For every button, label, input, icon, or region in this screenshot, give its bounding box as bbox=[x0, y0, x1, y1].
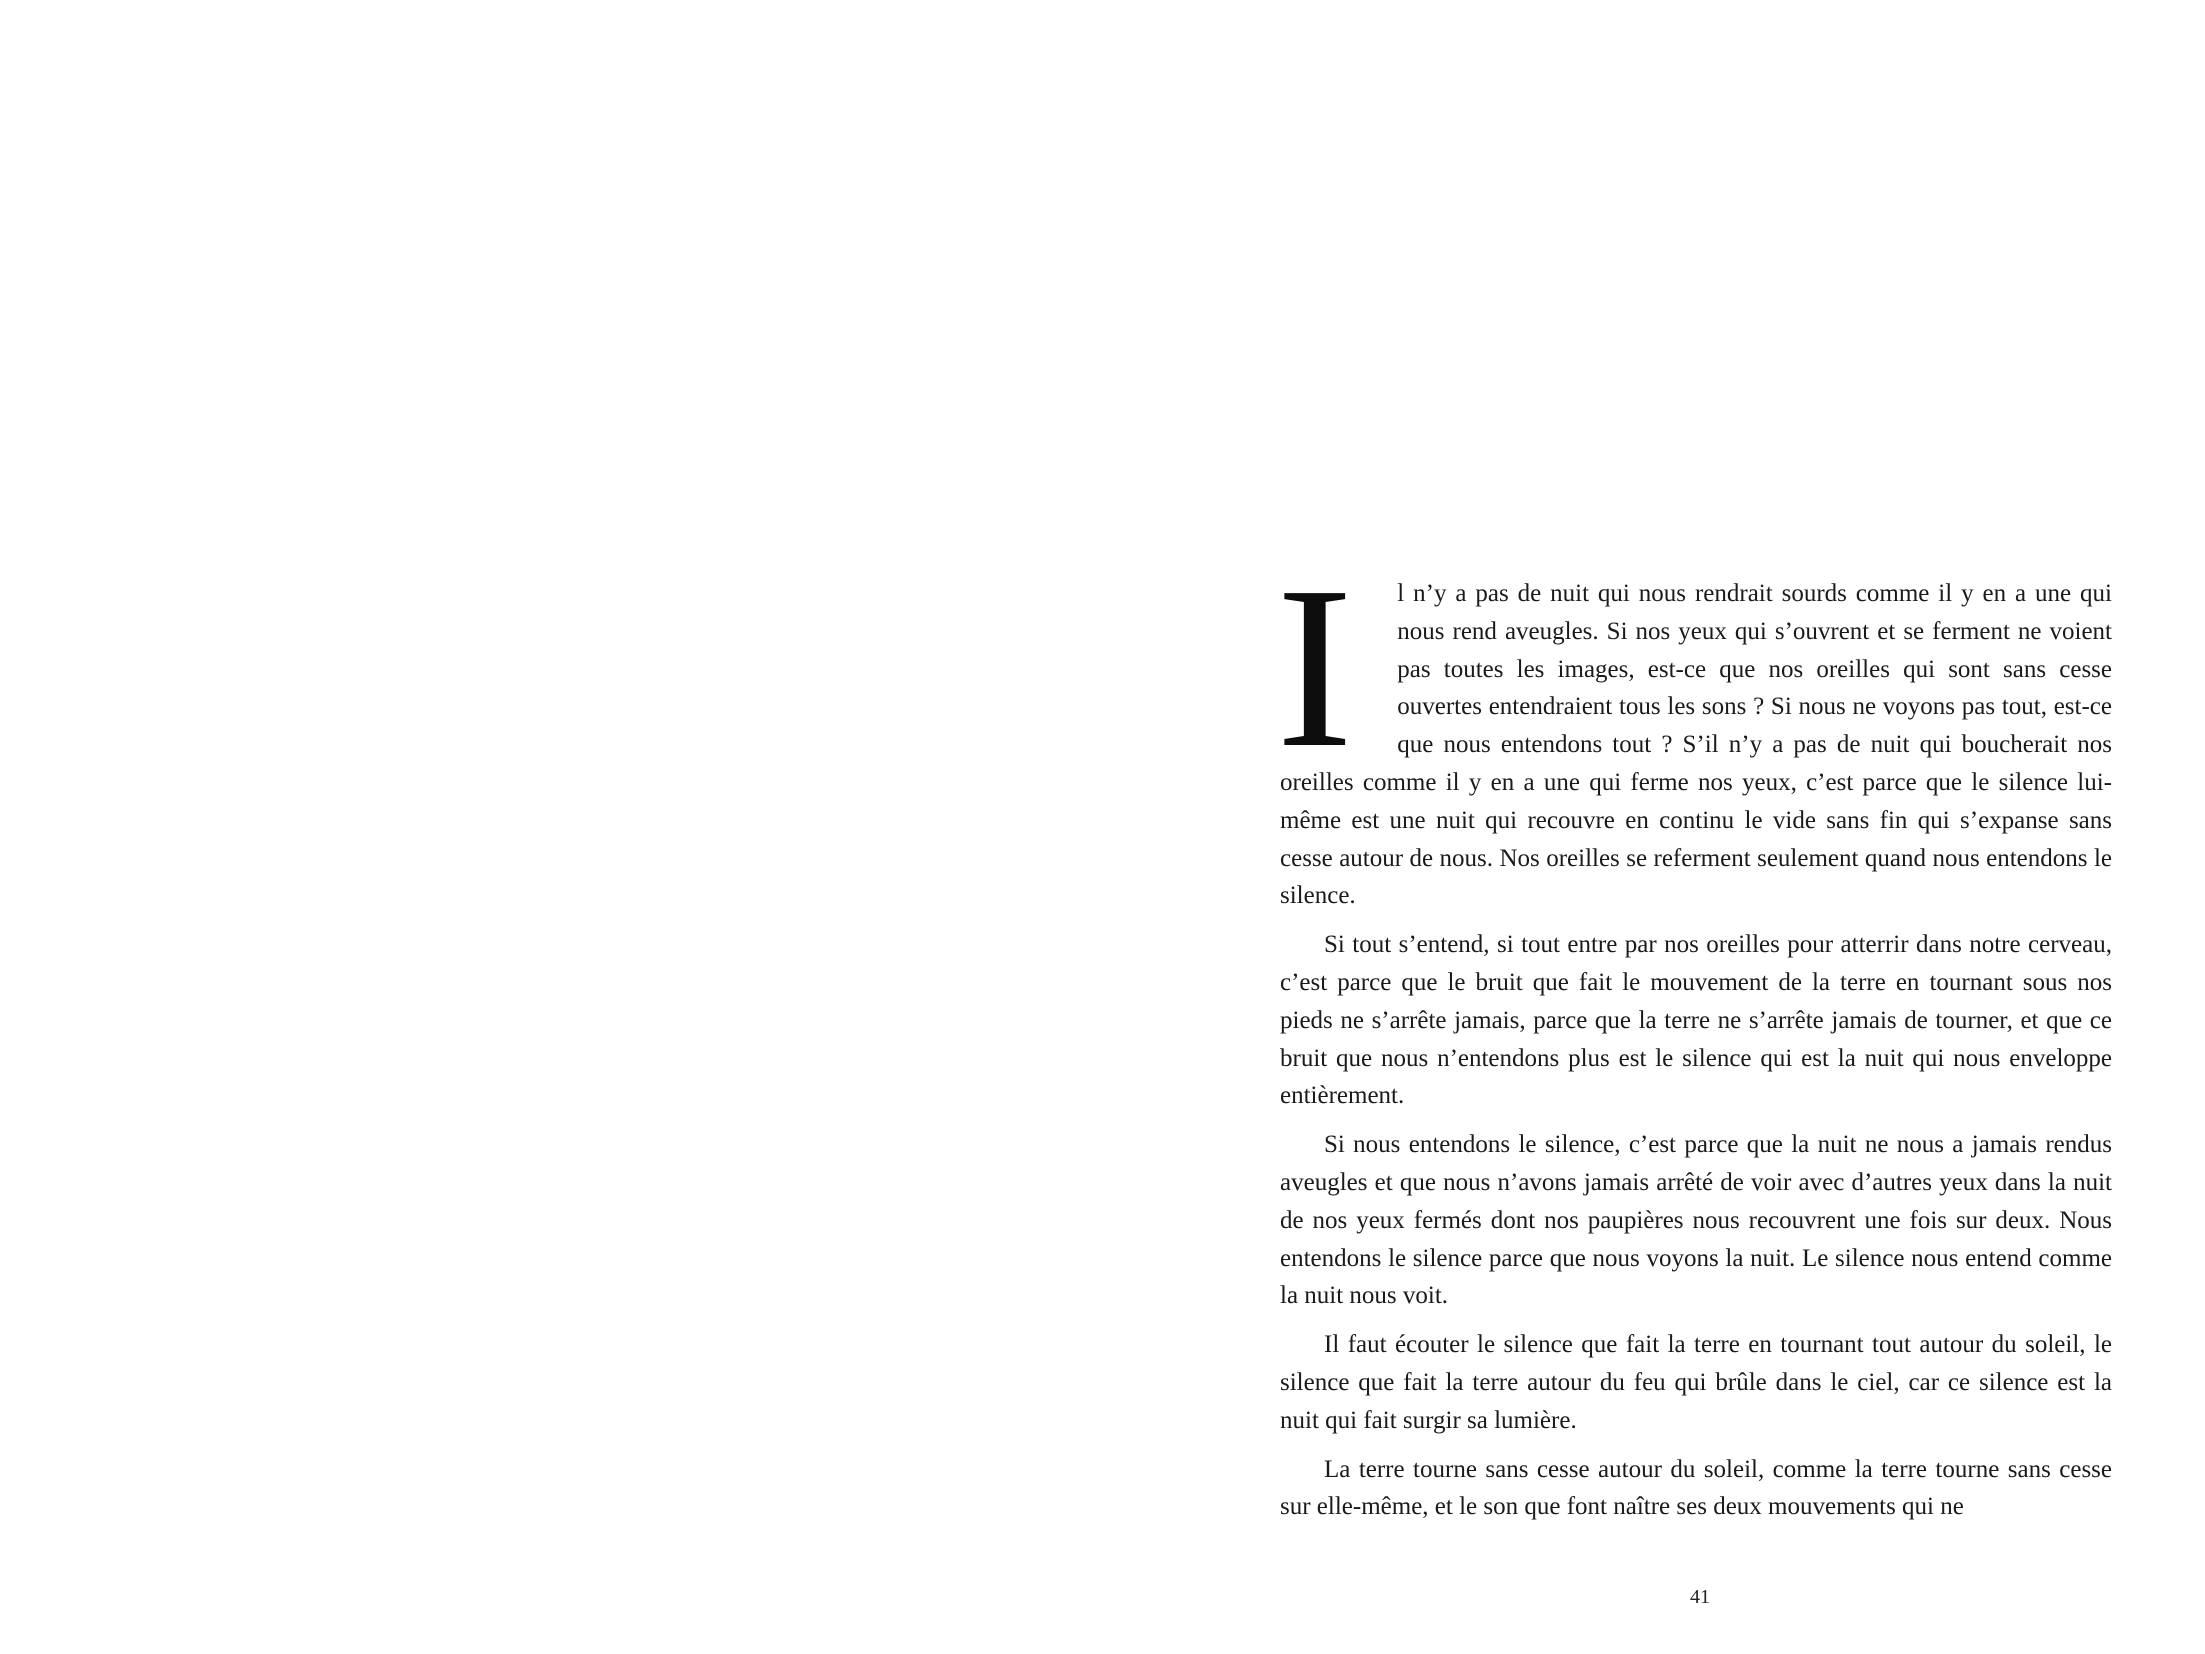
paragraph: La terre tourne sans cesse autour du soleil, comme la terre tourne sans cesse sur elle-même, et le son que font naître ses deux mouvements qui ne bbox=[1280, 1455, 2112, 1521]
paragraph: Si nous entendons le silence, c’est parce que la nuit ne nous a jamais rendus aveugles et que nous n’avons jamais arrêté de voir avec d’autres yeux dans la nuit de nos yeux fermés dont nos paupières nous recouvrent une fois sur deux. Nous entendons le silence parce que nous voyons la nuit. Le silence nous entend comme la nuit nous voit. bbox=[1280, 1131, 2112, 1310]
body-text bbox=[1276, 539, 2112, 1537]
page-number: 41 bbox=[1690, 1586, 1710, 1608]
drop-cap: I bbox=[1276, 539, 1354, 796]
paragraph bbox=[1276, 539, 2112, 915]
paragraph: Si tout s’entend, si tout entre par nos oreilles pour atterrir dans notre cerveau, c’est parce que le bruit que fait le mouvement de la terre en tournant sous nos pieds ne s’arrête jamais, parce que la terre ne s’arrête jamais de tourner, et que ce bruit que nous n’entendons plus est le silence qui est la nuit qui nous enveloppe entièrement. bbox=[1280, 931, 2112, 1110]
left-page-blank bbox=[0, 0, 1102, 1654]
right-page bbox=[1102, 0, 2205, 1654]
paragraph-text: l n’y a pas de nuit qui nous rendrait sourds comme il y en a une qui nous rend aveugles. Si nos yeux qui s’ouvrent et se ferment ne voient pas toutes les images, est-ce que nos oreilles qui sont sans cesse ouvertes entendraient tous les sons ? Si nous ne voyons pas tout, est-ce que nous entendons tout ? S’il n’y a pas de nuit qui boucherait nos oreilles comme il y en a une qui ferme nos yeux, c’est parce que le silence lui-même est une nuit qui recouvre en continu le vide sans fin qui s’expanse sans cesse autour de nous. Nos oreilles se referment seulement quand nous entendons le silence. bbox=[1280, 580, 2112, 910]
paragraph: Il faut écouter le silence que fait la terre en tournant tout autour du soleil, le silence que fait la terre autour du feu qui brûle dans le ciel, car ce silence est la nuit qui fait surgir sa lumière. bbox=[1280, 1331, 2112, 1434]
